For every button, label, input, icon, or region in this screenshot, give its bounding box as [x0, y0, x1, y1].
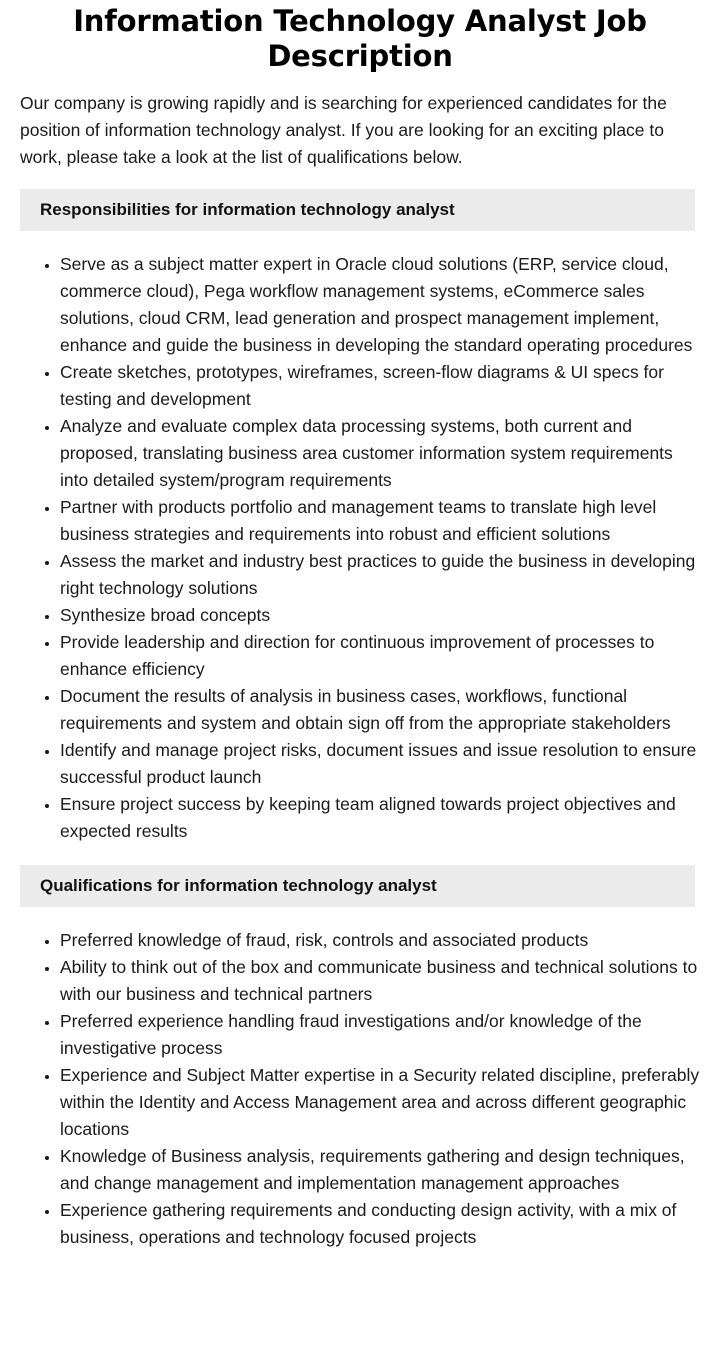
list-item: • Serve as a subject matter expert in Oracle cloud solutions (ERP, service cloud, commerce cloud), Pega workflow management systems, eCommerce sales solutions, cloud CRM, lead generation and prospect management implement, enhance and guide the business in developing the standard operating procedures [60, 251, 700, 359]
list-item: • Provide leadership and direction for continuous improvement of processes to enhance efficiency [60, 629, 700, 683]
list-item: • Experience gathering requirements and conducting design activity, with a mix of business, operations and technology focused projects [60, 1197, 700, 1251]
qualifications-heading: Qualifications for information technology analyst [20, 865, 695, 907]
intro-paragraph: Our company is growing rapidly and is searching for experienced candidates for the position of information technology analyst. If you are looking for an exciting place to work, please take a look at the list of qualifications below. [20, 93, 667, 167]
list-item: • Experience and Subject Matter expertise in a Security related discipline, preferably within the Identity and Access Management area and across different geographic locations [60, 1062, 700, 1143]
list-item: • Document the results of analysis in business cases, workflows, functional requirements and system and obtain sign off from the appropriate stakeholders [60, 683, 700, 737]
list-item: • Analyze and evaluate complex data processing systems, both current and proposed, translating business area customer information system requirements into detailed system/program requirements [60, 413, 700, 494]
list-item: • Knowledge of Business analysis, requirements gathering and design techniques, and change management and implementation management approaches [60, 1143, 700, 1197]
list-item: • Ensure project success by keeping team aligned towards project objectives and expected results [60, 791, 700, 845]
list-item: • Create sketches, prototypes, wireframes, screen-flow diagrams & UI specs for testing and development [60, 359, 700, 413]
responsibilities-list [0, 251, 720, 845]
list-item: • Partner with products portfolio and management teams to translate high level business strategies and requirements into robust and efficient solutions [60, 494, 700, 548]
list-item: • Synthesize broad concepts [60, 602, 700, 629]
list-item: • Preferred knowledge of fraud, risk, controls and associated products [60, 927, 700, 954]
list-item: • Assess the market and industry best practices to guide the business in developing right technology solutions [60, 548, 700, 602]
responsibilities-heading: Responsibilities for information technology analyst [20, 189, 695, 231]
page-title: Information Technology Analyst Job Description [73, 4, 647, 73]
list-item: • Identify and manage project risks, document issues and issue resolution to ensure successful product launch [60, 737, 700, 791]
list-item: • Ability to think out of the box and communicate business and technical solutions to with our business and technical partners [60, 954, 700, 1008]
qualifications-list [0, 927, 720, 1251]
list-item: • Preferred experience handling fraud investigations and/or knowledge of the investigative process [60, 1008, 700, 1062]
